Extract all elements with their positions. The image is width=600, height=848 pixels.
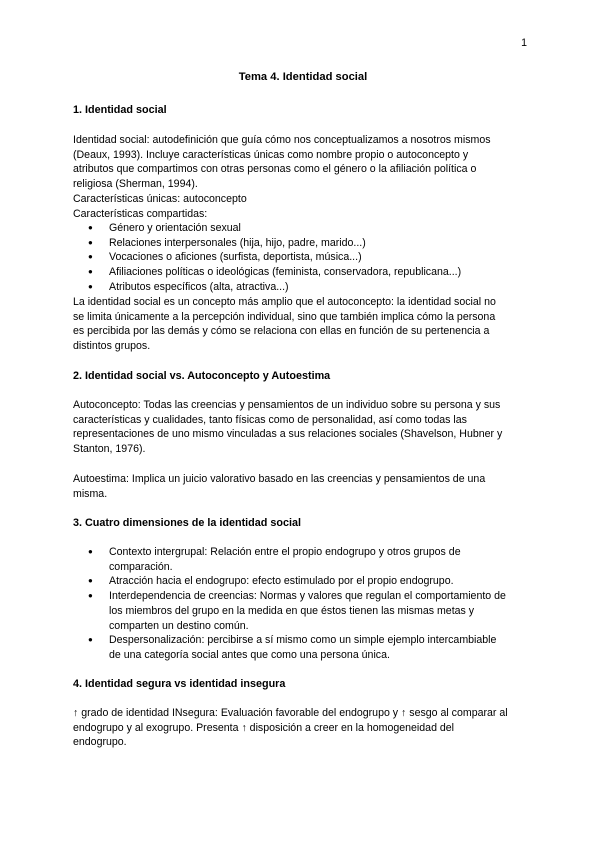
text-line: se limita únicamente a la percepción individual, sino que también implica cómo la persona [73,310,496,323]
section-1-closing [73,295,531,354]
text-line: religiosa (Sherman, 1994). [73,178,198,191]
page-number: 1 [521,37,527,49]
text-line: Identidad social: autodefinición que guía cómo nos conceptualizamos a nosotros mismos [73,134,491,146]
section-4-heading: 4. Identidad segura vs identidad insegura [73,678,286,690]
list-item: ● Relaciones interpersonales (hija, hijo, padre, marido...) [73,236,533,251]
text-line: ● Interdependencia de creencias: Normas y valores que regulan el comportamiento de [109,590,506,603]
section-1-bullet-list [73,221,533,295]
text-line: endogrupo. [73,736,127,749]
text-line: atributos que compartimos con otras personas como el género o la afiliación política o [73,163,477,176]
list-item: ● Atributos específicos (alta, atractiva...) [73,280,533,295]
section-1-heading: 1. Identidad social [73,104,167,116]
text-line: Autoconcepto: Todas las creencias y pensamientos de un individuo sobre su persona y sus [73,399,501,411]
text-line: es percibida por las demás y cómo se relaciona con ellas en función de su pertenencia a [73,325,490,338]
text-line: ● Contexto intergrupal: Relación entre el propio endogrupo y otros grupos de [109,546,461,558]
text-line: Características compartidas: [73,207,208,220]
text-line: Stanton, 1976). [73,443,146,456]
section-3-heading: 3. Cuatro dimensiones de la identidad social [73,517,301,529]
section-2-autoconcepto [73,398,531,457]
text-line: ● Despersonalización: percibirse a sí mismo como un simple ejemplo intercambiable [109,634,497,647]
text-line: comparación. [109,560,173,573]
section-4-paragraph [73,706,531,750]
section-2-autoestima [73,472,531,501]
text-line: ● Atracción hacia el endogrupo: efecto estimulado por el propio endogrupo. [109,575,454,588]
section-2-heading: 2. Identidad social vs. Autoconcepto y Autoestima [73,370,331,382]
text-line: ↑ grado de identidad INsegura: Evaluación favorable del endogrupo y ↑ sesgo al comparar al [73,707,508,719]
list-item [73,574,533,589]
list-item: ● Vocaciones o aficiones (surfista, deportista, música...) [73,250,533,265]
text-line: características y cualidades, tanto físicas como de personalidad, así como todas las [73,413,467,426]
text-line: misma. [73,487,108,500]
text-line: (Deaux, 1993). Incluye características únicas como nombre propio o autoconcepto y [73,148,469,161]
section-1-intro [73,133,531,221]
list-item: ● Afiliaciones políticas o ideológicas (feminista, conservadora, republicana...) [73,265,533,280]
text-line: representaciones de uno mismo vinculadas a sus relaciones sociales (Shavelson, Hubner y [73,428,503,441]
text-line: endogrupo y al exogrupo. Presenta ↑ disposición a creer en la homogeneidad del [73,721,455,734]
text-line: distintos grupos. [73,340,151,353]
list-item [73,589,533,633]
text-line: comparten un destino común. [109,619,249,632]
section-3-bullet-list [73,545,533,663]
list-item [73,545,533,574]
text-line: de una categoría social antes que como una persona única. [109,648,390,661]
list-item: ● Género y orientación sexual [73,221,533,236]
text-line: Características únicas: autoconcepto [73,192,247,205]
text-line: La identidad social es un concepto más amplio que el autoconcepto: la identidad social no [73,296,496,308]
text-line: Autoestima: Implica un juicio valorativo basado en las creencias y pensamientos de una [73,473,486,485]
text-line: los miembros del grupo en la medida en que éstos tienen las mismas metas y [109,604,475,617]
document-title: Tema 4. Identidad social [238,71,368,83]
list-item [73,633,533,662]
